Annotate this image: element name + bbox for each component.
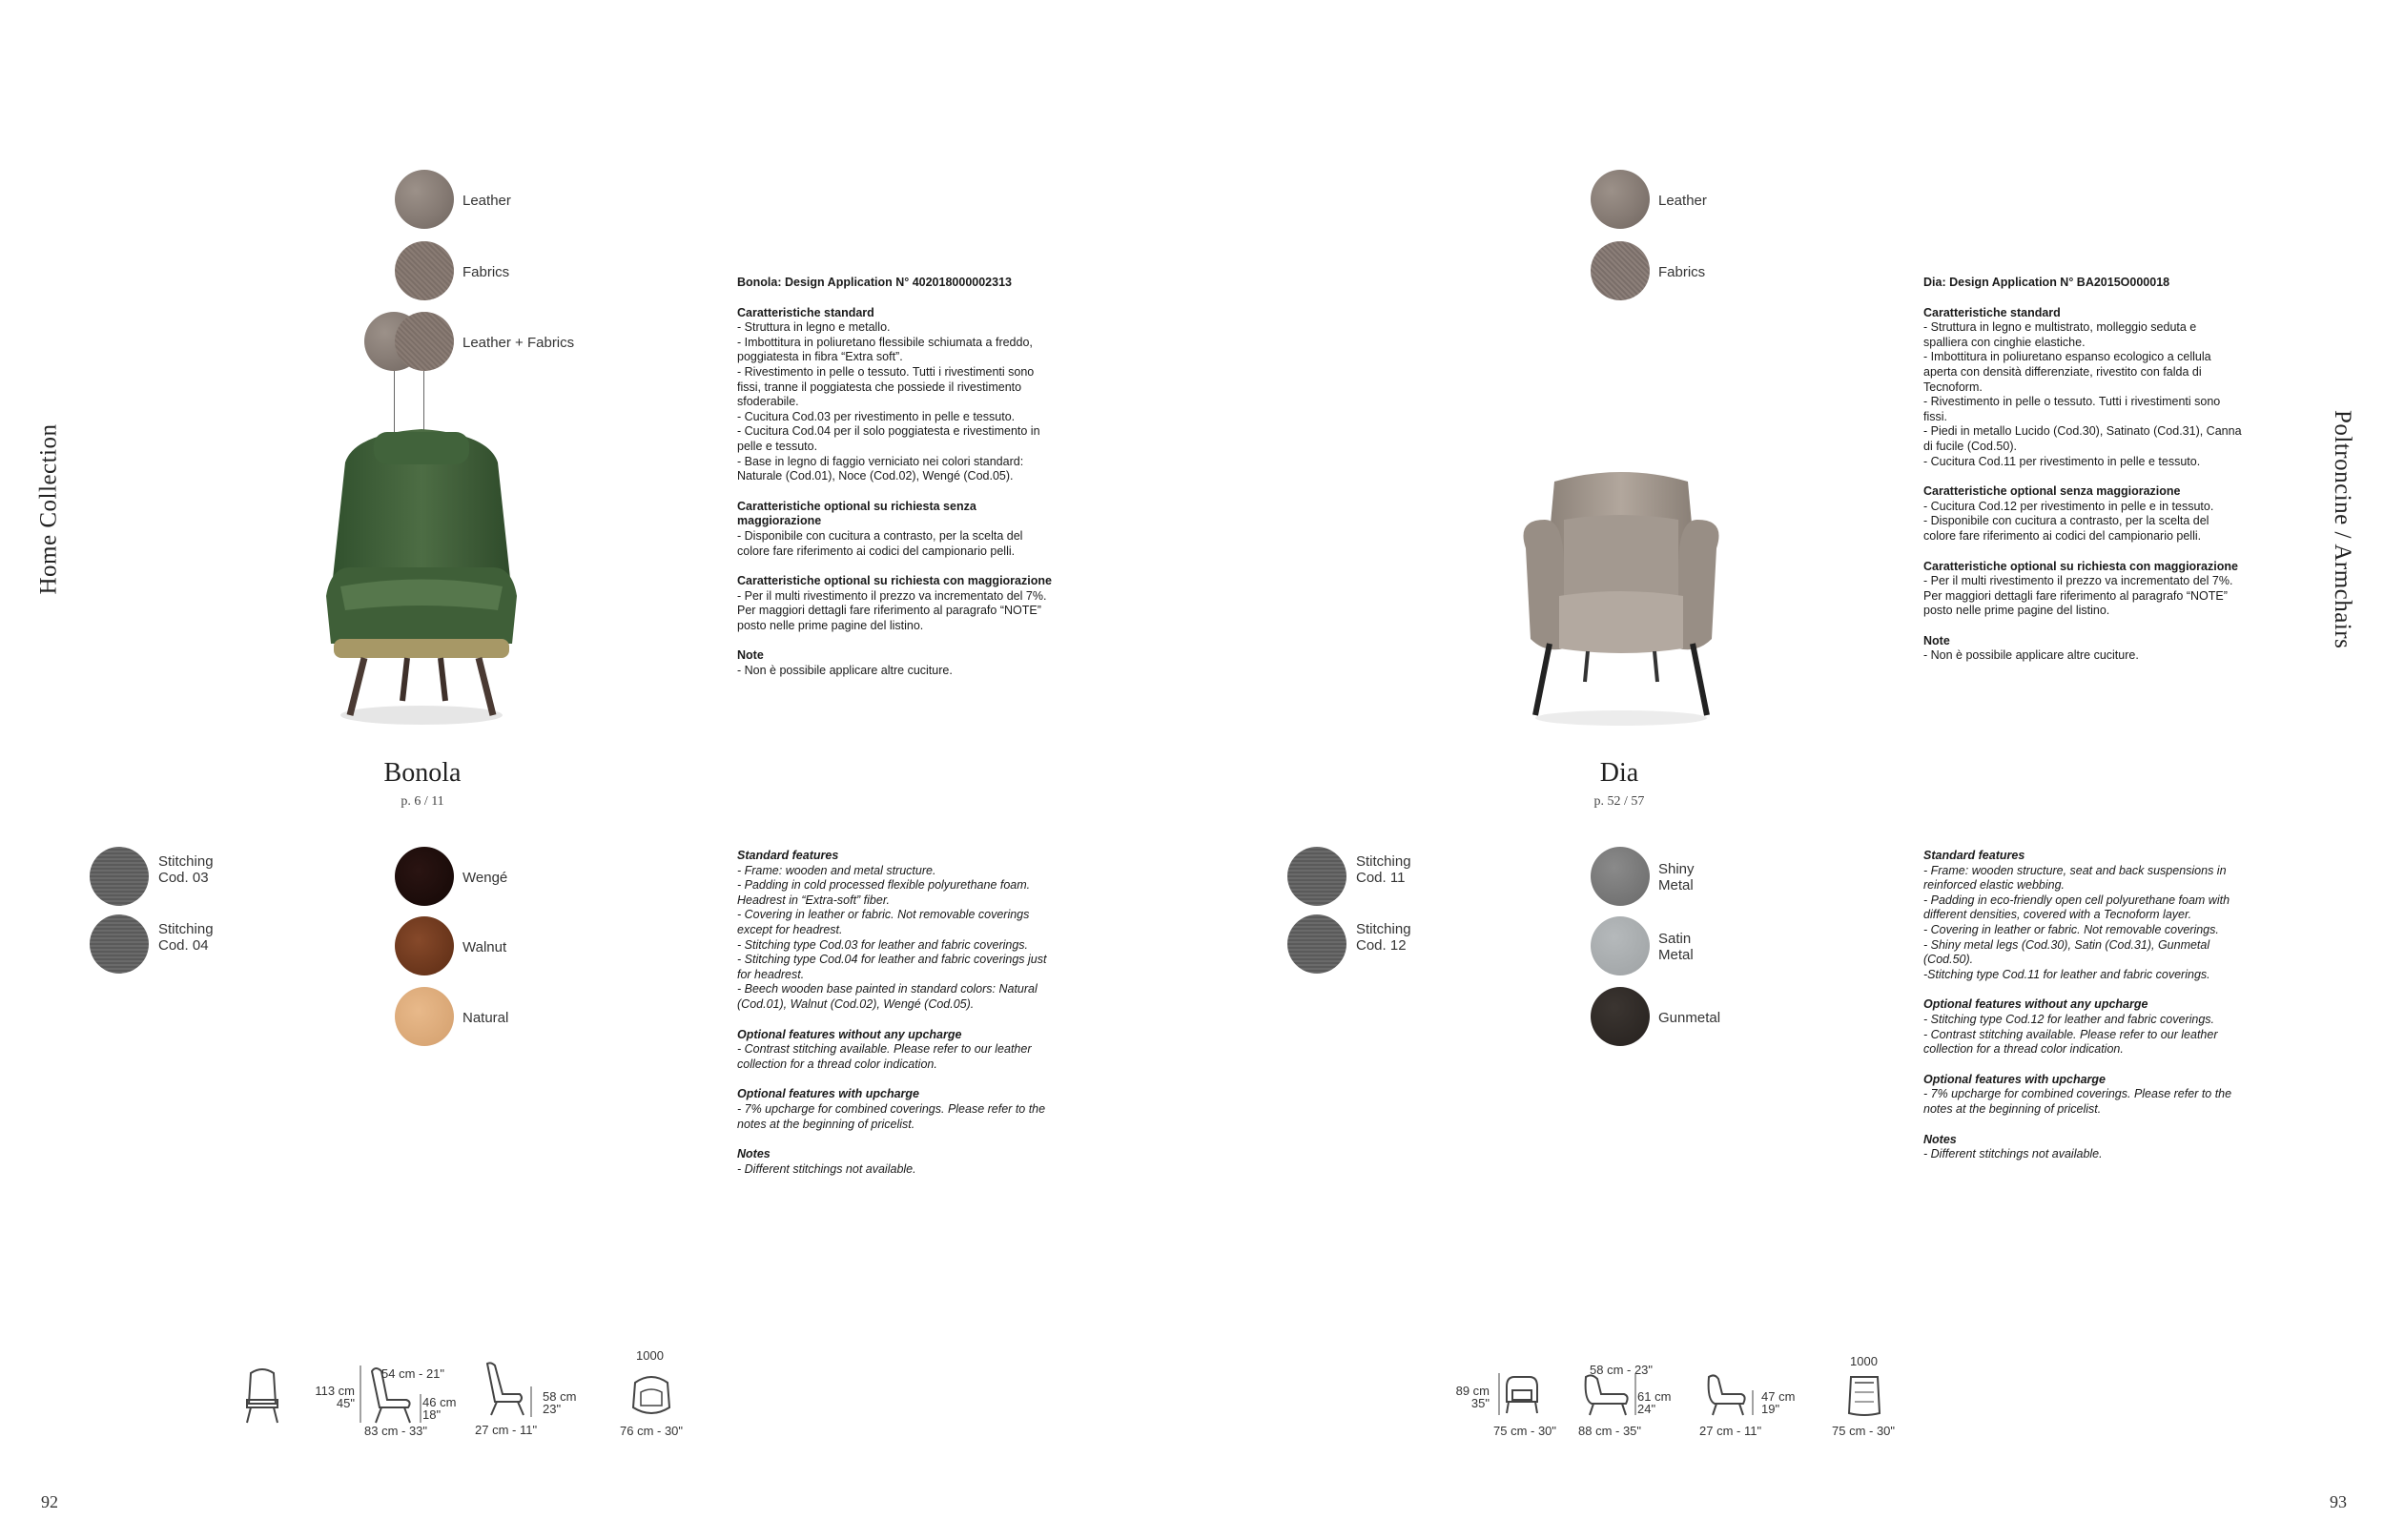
- spec-body: - Non è possibile applicare altre cuciture.: [737, 664, 953, 678]
- metal-label: Gunmetal: [1658, 1010, 1721, 1026]
- leather-swatch: [1591, 170, 1650, 229]
- spec-heading: Caratteristiche standard: [737, 305, 874, 319]
- shiny-metal-swatch: [1591, 847, 1650, 906]
- spec-heading: Optional features without any upcharge: [737, 1027, 962, 1041]
- fabric-quantity: 1000: [636, 1348, 664, 1363]
- dim-value: 47 cm: [1761, 1389, 1796, 1404]
- spec-body: - Cucitura Cod.12 per rivestimento in pelle e in tessuto. - Disponibile con cucitura a contrasto, per la scelta del colore fare riferimento ai codici del campionario pelli.: [1923, 499, 2214, 543]
- dia-english-specs: [1923, 849, 2252, 1162]
- stitching-label-line: Stitching: [158, 853, 214, 870]
- dim-value: 45": [336, 1396, 355, 1410]
- stitching-swatch: [90, 847, 149, 906]
- metal-label-line: Metal: [1658, 877, 1694, 893]
- dim-width: 83 cm - 33": [364, 1424, 428, 1438]
- spec-body: - Per il multi rivestimento il prezzo va incrementato del 7%. Per maggiori dettagli fare riferimento al paragrafo “NOTE” posto nelle prime pagine del listino.: [1923, 574, 2233, 618]
- dim-width: 75 cm - 30": [1493, 1424, 1557, 1438]
- fabric-swatch: [395, 241, 454, 300]
- fabric-swatch: [1591, 241, 1650, 300]
- wenge-swatch: [395, 847, 454, 906]
- spec-body: - Disponibile con cucitura a contrasto, per la scelta del colore fare riferimento ai codici del campionario pelli.: [737, 528, 1023, 558]
- fabric-quantity: 1000: [1850, 1354, 1878, 1368]
- spec-heading: Caratteristiche standard: [1923, 305, 2061, 319]
- walnut-swatch: [395, 916, 454, 975]
- page-number-left: 92: [41, 1492, 58, 1511]
- product-name: Dia: [1599, 758, 1639, 788]
- spec-body: - 7% upcharge for combined coverings. Please refer to the notes at the beginning of pricelist.: [1923, 1087, 2232, 1116]
- wood-label: Wengé: [462, 870, 508, 886]
- product-page-ref: p. 52 / 57: [1593, 794, 1645, 809]
- spec-body: - Different stitchings not available.: [737, 1161, 916, 1176]
- bonola-italian-specs: [737, 276, 1057, 679]
- bonola-english-specs: [737, 849, 1057, 1177]
- dia-arm-icon: [1703, 1373, 1760, 1416]
- spec-heading: Standard features: [737, 849, 839, 862]
- stitching-swatch: [90, 914, 149, 974]
- spec-heading: Caratteristiche optional su richiesta senza maggiorazione: [737, 499, 976, 528]
- design-application-title: Dia: Design Application N° BA2015O000018: [1923, 276, 2170, 289]
- metal-label: [1658, 931, 1694, 963]
- dim-top-width: 76 cm - 30": [620, 1424, 684, 1438]
- dim-value: 46 cm: [422, 1395, 457, 1409]
- stitching-code: Cod. 12: [1356, 937, 1407, 954]
- spec-heading: Caratteristiche optional su richiesta con maggiorazione: [737, 574, 1052, 588]
- dim-height: [312, 1385, 355, 1409]
- natural-swatch: [395, 987, 454, 1046]
- metal-label: [1658, 861, 1695, 893]
- dim-seat-depth: 27 cm - 11": [1699, 1424, 1762, 1438]
- collection-side-title: Home Collection: [35, 423, 62, 595]
- covering-label: Leather: [462, 193, 511, 209]
- stitching-label: [158, 853, 214, 886]
- spec-body: - Stitching type Cod.12 for leather and fabric coverings. - Contrast stitching available. Please refer to our leather collection for a thread color indication.: [1923, 1012, 2218, 1057]
- stitching-code: Cod. 04: [158, 937, 209, 954]
- satin-metal-swatch: [1591, 916, 1650, 975]
- stitching-swatch: [1287, 847, 1346, 906]
- dim-depth: 54 cm - 21": [381, 1366, 445, 1381]
- stitching-code: Cod. 03: [158, 870, 209, 886]
- fabric-swatch: [395, 312, 454, 371]
- spec-heading: Notes: [1923, 1132, 1957, 1146]
- dim-arm-height: [1761, 1390, 1795, 1415]
- dia-chair-image: [1507, 462, 1736, 729]
- leather-swatch: [395, 170, 454, 229]
- wood-label: Walnut: [462, 939, 507, 955]
- bonola-arm-icon: [482, 1362, 539, 1421]
- metal-label-line: Metal: [1658, 947, 1694, 963]
- bonola-chair-image: [307, 424, 536, 729]
- dim-height: [1447, 1385, 1490, 1409]
- spec-body: - Struttura in legno e metallo. - Imbottitura in poliuretano flessibile schiumata a freddo, poggiatesta in fibra “Extra soft”. - Rivestimento in pelle o tessuto. Tutti i rivestimenti sono fissi, tranne il poggiatesta che possiede il rivestimento sfoderabile. - Cucitura Cod.03 per rivestimento in pelle e tessuto. - Cucitura Cod.04 per il solo poggiatesta e rivestimento in pelle e tessuto. - Base in legno di faggio verniciato nei colori standard: Naturale (Cod.01), Noce (Cod.02), Wengé (Cod.05).: [737, 320, 1040, 483]
- covering-label: Fabrics: [1658, 264, 1706, 280]
- wood-label: Natural: [462, 1010, 509, 1026]
- gunmetal-swatch: [1591, 987, 1650, 1046]
- dim-value: 61 cm: [1637, 1389, 1672, 1404]
- spec-body: - Per il multi rivestimento il prezzo va incrementato del 7%. Per maggiori dettagli fare riferimento al paragrafo “NOTE” posto nelle prime pagine del listino.: [737, 588, 1047, 632]
- spec-heading: Optional features with upcharge: [1923, 1072, 2106, 1086]
- product-page-ref: p. 6 / 11: [401, 794, 444, 809]
- dim-value: 58 cm: [543, 1389, 577, 1404]
- dim-value: 24": [1637, 1402, 1656, 1416]
- dia-italian-specs: [1923, 276, 2243, 664]
- bonola-top-icon: [629, 1373, 673, 1419]
- metal-label-line: Satin: [1658, 931, 1692, 947]
- spec-heading: Notes: [737, 1147, 771, 1161]
- spec-body: - Non è possibile applicare altre cuciture.: [1923, 648, 2139, 663]
- dim-depth: 58 cm - 23": [1590, 1363, 1654, 1377]
- spec-body: - 7% upcharge for combined coverings. Please refer to the notes at the beginning of pricelist.: [737, 1101, 1046, 1131]
- dim-seat-height: [422, 1396, 456, 1421]
- covering-label: Fabrics: [462, 264, 510, 280]
- bonola-front-icon: [243, 1365, 281, 1425]
- dim-value: 35": [1470, 1396, 1490, 1410]
- covering-label: Leather + Fabrics: [462, 335, 575, 351]
- spec-heading: Note: [1923, 633, 1950, 647]
- dim-top-width: 75 cm - 30": [1832, 1424, 1896, 1438]
- dim-seat-height: [1637, 1390, 1671, 1415]
- page-number-right: 93: [2330, 1492, 2347, 1511]
- spec-body: - Frame: wooden and metal structure. - Padding in cold processed flexible polyurethane foam. Headrest in “Extra-soft” fiber. - Covering in leather or fabric. Not removable coverings except for headrest. - Stitching type Cod.03 for leather and fabric coverings. - Stitching type Cod.04 for leather and fabric coverings just for headrest. - Beech wooden base painted in standard colors: Natural (Cod.01), Walnut (Cod.02), Wengé (Cod.05).: [737, 863, 1047, 1011]
- dim-value: 18": [422, 1407, 442, 1422]
- stitching-code: Cod. 11: [1356, 870, 1406, 886]
- design-application-title: Bonola: Design Application N° 402018000002313: [737, 276, 1012, 289]
- metal-label-line: Shiny: [1658, 861, 1695, 877]
- stitching-label: [158, 921, 214, 954]
- spec-body: - Different stitchings not available.: [1923, 1147, 2103, 1161]
- dim-arm-height: [543, 1390, 576, 1415]
- spec-heading: Caratteristiche optional su richiesta con maggiorazione: [1923, 559, 2238, 573]
- covering-label: Leather: [1658, 193, 1707, 209]
- dim-seat-depth: 27 cm - 11": [475, 1423, 538, 1437]
- dim-value: 23": [543, 1402, 562, 1416]
- stitching-label-line: Stitching: [158, 921, 214, 937]
- spec-heading: Note: [737, 648, 764, 663]
- dim-value: 89 cm: [1455, 1384, 1490, 1398]
- stitching-label-line: Stitching: [1356, 853, 1411, 870]
- spec-heading: Optional features with upcharge: [737, 1087, 919, 1101]
- spec-heading: Caratteristiche optional senza maggiorazione: [1923, 484, 2181, 499]
- spec-body: - Struttura in legno e multistrato, molleggio seduta e spalliera con cinghie elastiche. - Imbottitura in poliuretano espanso ecologico a cellula aperta con densità differenziate, rivestito con falda di Tecnoform. - Rivestimento in pelle o tessuto. Tutti i rivestimenti sono fissi. - Piedi in metallo Lucido (Cod.30), Satinato (Cod.31), Canna di fucile (Cod.50). - Cucitura Cod.11 per rivestimento in pelle e tessuto.: [1923, 320, 2242, 468]
- dim-value: 19": [1761, 1402, 1780, 1416]
- stitching-label-line: Stitching: [1356, 921, 1411, 937]
- dim-value: 113 cm: [315, 1384, 355, 1398]
- product-name: Bonola: [383, 758, 462, 788]
- dia-front-icon: [1497, 1373, 1545, 1416]
- spec-body: - Contrast stitching available. Please refer to our leather collection for a thread color indication.: [737, 1042, 1032, 1071]
- dia-top-icon: [1845, 1373, 1883, 1419]
- stitching-label: [1356, 921, 1411, 954]
- spec-heading: Standard features: [1923, 849, 2025, 862]
- stitching-swatch: [1287, 914, 1346, 974]
- stitching-label: [1356, 853, 1411, 886]
- spec-heading: Optional features without any upcharge: [1923, 997, 2148, 1012]
- spec-body: - Frame: wooden structure, seat and back suspensions in reinforced elastic webbing. - Padding in eco-friendly open cell polyurethane foam with different densities, covered with a Tecnoform layer. - Covering in leather or fabric. Not removable coverings. - Shiny metal legs (Cod.30), Satin (Cod.31), Gunmetal (Cod.50). -Stitching type Cod.11 for leather and fabric coverings.: [1923, 863, 2230, 981]
- dim-total-depth: 88 cm - 35": [1578, 1424, 1642, 1438]
